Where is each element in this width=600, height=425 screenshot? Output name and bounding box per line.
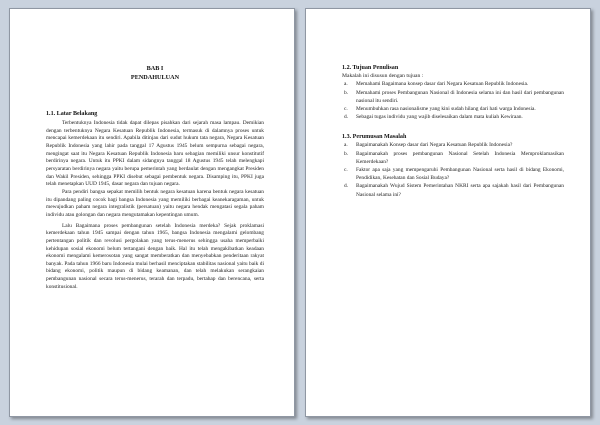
problems-list [342, 141, 564, 198]
list-item-text: Bagaimanakah Wujud Sistem Pemerintahan NKRI serta apa sajakah hasil dari Pembangunan Nasional selama ini? [356, 183, 564, 198]
page-content [342, 64, 564, 199]
chapter-number: BAB I [146, 65, 164, 72]
list-marker: a. [344, 142, 348, 149]
list-item [342, 113, 564, 121]
list-item [342, 141, 564, 149]
document-page-right [305, 8, 591, 417]
list-item [342, 166, 564, 182]
paragraph-1: Terbentuknya Indonesia tidak dapat dilepas pisahkan dari sejarah masa lampau. Demikian dengan terbentuknya Negara Kesatuan Republik Indonesia, termasuk di dalamnya proses untuk mencapai kemerdekaan itu sendiri. Apabila ditinjau dari sudut hukum tata negara, Negara Kesatuan Republik Indonesia yang lahir pada tanggal 17 Agustus 1945 belum sempurna sebagai negara, mengingat saat itu Negara Kesatuan Republik Indonesia baru sebagian memiliki unsur konstitutif berdirinya negara. Untuk itu PPKI dalam sidangnya tanggal 18 Agustus 1945 telah melengkapi persyaratan berdirinya negara yaitu berupa pemerintah yang berdaulat dengan mengangkat Presiden dan Wakil Presiden, sehingga PPKI disebut sebagai pembentuk negara. Disamping itu, PPKI juga telah menetapkan UUD 1945, dasar negara dan tujuan negara. [46, 120, 264, 188]
list-item-text: Sebagai tugas individu yang wajib diselesaikan dalam mata kuliah Kewiraan. [356, 114, 523, 121]
section-heading-perumusan: 1.3. Perumusan Masalah [342, 134, 407, 141]
list-item-text: Memahami Bagaimana konsep dasar dari Negara Kesatuan Republik Indonesia. [356, 81, 529, 88]
list-item [342, 182, 564, 198]
list-marker: c. [344, 167, 348, 174]
list-marker: b. [344, 89, 349, 96]
list-marker: d. [344, 114, 349, 121]
list-item-text: Menumbuhkan rasa nasionalisme yang kini sudah hilang dari hati warga Indonesia. [356, 106, 536, 113]
list-item [342, 150, 564, 166]
section-intro: Makalah ini disusun dengan tujuan : [342, 73, 424, 79]
objectives-list [342, 80, 564, 121]
list-marker: d. [344, 183, 349, 190]
list-item-text: Faktor apa saja yang mempengaruhi Pembangunan Nasional serta hasil di bidang Ekonomi, Pendidikan, Kesehatan dan Sosial Budaya? [356, 167, 564, 182]
document-page-left [9, 8, 295, 417]
list-marker: b. [344, 150, 349, 157]
list-marker: c. [344, 106, 348, 113]
list-item [342, 89, 564, 105]
list-item-text: Bagaimanakah Konsep dasar dari Negara Kesatuan Republik Indonesia? [356, 142, 513, 149]
list-item [342, 105, 564, 113]
paragraph-3: Lalu Bagaimana proses pembangunan setelah Indonesia merdeka? Sejak proklamasi kemerdekaan tahun 1945 sampai dengan tahun 1965, bangsa Indonesia mengalami gelombang pertentangan politik dan revolusi pergolakan yang terus-menerus sehingga usaha memperbaiki kehidupan sosial ekonomi belum tertangani dengan baik. Hal itu telah mengakibatkan keadaan ekonomi mengalami kemerosotan yang sangat memberatkan dan menyebabkan penderitaan rakyat banyak. Pada tahun 1966 baru Indonesia mulai berhasil menciptakan stabilitas nasional yaitu baik di bidang ekonomi, politik maupun di bidang keamanan, dan telah melakukan serangkaian pembangunan nasional secara terus-menerus, terarah dan terpadu, bertahap dan berencana, serta konstitusional. [46, 222, 264, 290]
section-heading-latar-belakang: 1.1. Latar Belakang [46, 111, 98, 117]
list-item-text: Bagaimanakah proses pembangunan Nasional Setelah Indonesia Memproklamasikan Kemerdekaan? [356, 150, 564, 165]
section-heading-tujuan: 1.2. Tujuan Penulisan [342, 65, 399, 71]
list-item-text: Memahami proses Pembangunan Nasional di Indonesia selama ini dan hasil dari pembangunan nasional itu sendiri. [356, 89, 564, 104]
list-item [342, 80, 564, 88]
chapter-title: PENDAHULUAN [130, 74, 180, 81]
paragraph-2: Para pendiri bangsa sepakat memilih bentuk negara kesatuan karena bentuk negara kesatuan itu dipandang paling cocok bagi bangsa Indonesia yang memiliki berbagai keanekaragaman, untuk mewujudkan paham negara integralistik (persatuan) yaitu negara hendak mengatasi segala paham individu atau golongan dan negara mengutamakan kepentingan umum. [46, 188, 264, 218]
list-marker: a. [344, 81, 348, 88]
page-content [46, 64, 264, 291]
